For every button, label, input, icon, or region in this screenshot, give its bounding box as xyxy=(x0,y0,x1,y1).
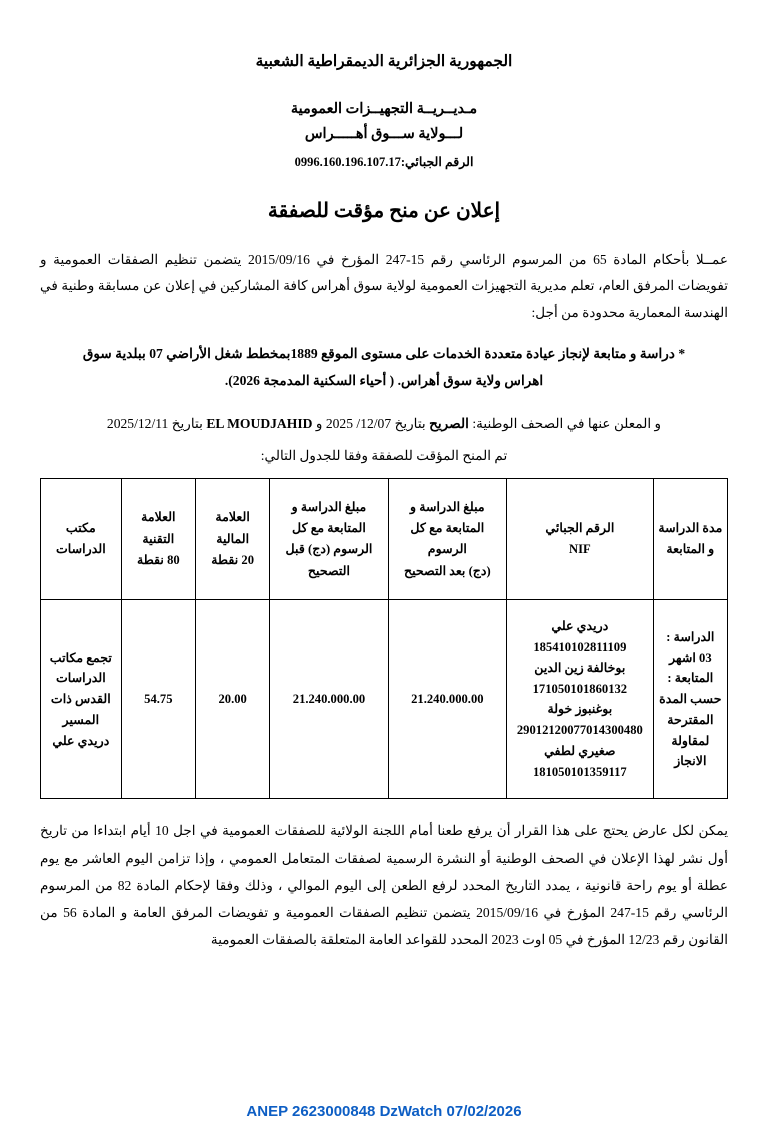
th-duration-line-1: مدة الدراسة xyxy=(658,521,723,536)
intro-paragraph: عمــلا بأحكام المادة 65 من المرسوم الرئاسي رقم 15-247 المؤرخ في 2015/09/16 يتضمن تنظيم الصفقات العمومية و تفويضات المرفق العام، تعلم مديرية التجهيزات العمومية لولاية سوق أهراس كافة المشاركين في إعلان عن مسابقة وطنية في الهندسة المعمارية محدودة من أجل: xyxy=(40,251,728,320)
duration-line-4: حسب المدة xyxy=(659,692,722,707)
th-duration-line-2: و المتابعة xyxy=(666,542,715,557)
nif-number-1: 185410102811109 xyxy=(533,640,627,655)
th-office xyxy=(41,479,122,600)
th-amount-before-line-1: مبلغ الدراسة و xyxy=(291,499,367,514)
press-date-1: 2025 /12/07 xyxy=(325,415,392,431)
office-line-2: الدراسات xyxy=(55,671,106,686)
cell-technical-score: 54.75 xyxy=(121,600,195,799)
cell-amount-after: 21.240.000.00 xyxy=(388,600,506,799)
th-amount-before xyxy=(270,479,388,600)
table-header-row xyxy=(41,479,728,600)
header-nif xyxy=(40,154,728,170)
th-duration xyxy=(653,479,727,600)
organization-block xyxy=(40,97,728,148)
nif-name-1: دريدي علي xyxy=(551,619,609,634)
th-financial-line-3: 20 نقطة xyxy=(211,553,254,568)
duration-line-6: لمقاولة xyxy=(671,733,710,748)
th-nif-line-2: NIF xyxy=(569,542,591,557)
republic-heading: الجمهورية الجزائرية الديمقراطية الشعبية xyxy=(255,53,513,70)
office-line-1: تجمع مكاتب xyxy=(49,650,112,665)
duration-line-5: المقترحة xyxy=(667,712,714,727)
press-paper-2: EL MOUDJAHID xyxy=(206,415,313,431)
nif-number-3: 29012120077014300480 xyxy=(516,723,643,738)
press-conjunction: و xyxy=(315,415,323,431)
th-financial-line-2: المالية xyxy=(216,531,250,546)
award-table xyxy=(40,478,728,799)
press-paper-1: الصريح xyxy=(429,415,469,431)
th-technical-score xyxy=(121,479,195,600)
press-prefix: و المعلن عنها في الصحف الوطنية: xyxy=(472,415,662,431)
cell-duration xyxy=(653,600,727,799)
award-table-body xyxy=(41,600,728,799)
th-amount-after-line-3: (دج) بعد التصحيح xyxy=(403,563,491,578)
cell-office xyxy=(41,600,122,799)
duration-line-3: المتابعة : xyxy=(667,671,714,686)
th-office-line-1: مكتب xyxy=(65,521,96,536)
th-financial-line-1: العلامة xyxy=(215,510,250,525)
th-amount-before-line-3: الرسوم (دج) قبل xyxy=(285,542,373,557)
object-paragraph: * دراسة و متابعة لإنجاز عيادة متعددة الخدمات على مستوى الموقع 1889بمخطط شغل الأراضي 07 ببلدية سوق اهراس ولاية سوق أهراس. ( أحياء السكنية المدمجة 2026). xyxy=(82,346,686,389)
nif-number-2: 171050101860132 xyxy=(532,681,628,696)
duration-line-1: الدراسة : xyxy=(666,629,715,644)
th-technical-line-2: التقنية xyxy=(142,531,175,546)
header-nif-label: الرقم الجبائي: xyxy=(400,154,474,169)
nif-name-3: بوغنبوز خولة xyxy=(547,702,613,717)
organization-line-2: لـــولاية ســـوق أهـــــراس xyxy=(304,126,464,143)
th-technical-line-1: العلامة xyxy=(141,510,176,525)
th-amount-after-line-1: مبلغ الدراسة و xyxy=(410,499,485,514)
th-nif xyxy=(507,479,654,600)
th-amount-after-line-2: المتابعة مع كل الرسوم xyxy=(410,521,485,557)
press-date-2: 2025/12/11 xyxy=(106,415,169,431)
office-line-4: المسير xyxy=(62,712,100,727)
nif-number-4: 181050101359117 xyxy=(532,764,627,779)
page-title: إعلان عن منح مؤقت للصفقة xyxy=(267,199,501,222)
th-office-line-2: الدراسات xyxy=(55,542,106,557)
anep-footer: ANEP 2623000848 DzWatch 07/02/2026 xyxy=(246,1103,522,1120)
office-line-3: القدس ذات xyxy=(50,692,111,707)
th-amount-before-line-2: المتابعة مع كل xyxy=(292,521,366,536)
th-amount-after xyxy=(388,479,506,600)
duration-line-7: الانجاز xyxy=(674,754,707,769)
duration-line-2: 03 اشهر xyxy=(669,650,712,665)
header-nif-value: 0996.160.196.107.17 xyxy=(294,154,401,169)
award-table-head xyxy=(41,479,728,600)
table-row xyxy=(41,600,728,799)
th-financial-score xyxy=(195,479,269,600)
th-technical-line-3: 80 نقطة xyxy=(136,553,180,568)
office-line-5: دريدي علي xyxy=(52,733,110,748)
nif-name-4: صغيري لطفي xyxy=(544,743,616,758)
appeal-paragraph: يمكن لكل عارض يحتج على هذا القرار أن يرفع طعنا أمام اللجنة الولائية للصفقات العمومية في اجل 10 أيام ابتداءا من تاريخ أول نشر لهذا الإعلان في الصحف الوطنية أو النشرة الرسمية لصفقات المتعامل العمومي ، وإذا تزامن اليوم العاشر مع يوم عطلة أو يوم راحة قانونية ، يمدد التاريخ المحدد لرفع الطعن إلى اليوم الموالي ، وذلك وفقا لإحكام المادة 82 من المرسوم الرئاسي رقم 15-247 المؤرخ في 2015/09/16 يتضمن تنظيم الصفقات العمومية و تفويضات المرفق العامة و المادة 56 من القانون رقم 12/23 المؤرخ في 05 اوت 2023 المحدد للقواعد العامة المتعلقة بالصفقات العمومية xyxy=(40,823,728,948)
organization-line-1: مـديــريــة التجهيــزات العمومية xyxy=(290,101,478,117)
th-nif-line-1: الرقم الجبائي xyxy=(545,521,615,536)
th-amount-before-line-4: التصحيح xyxy=(307,563,351,578)
cell-nif xyxy=(507,600,654,799)
nif-name-2: بوخالفة زين الدين xyxy=(534,660,626,675)
press-paragraph xyxy=(40,411,728,437)
press-date-2-label: بتاريخ xyxy=(171,415,203,431)
press-date-1-label: بتاريخ xyxy=(394,415,426,431)
cell-financial-score: 20.00 xyxy=(195,600,269,799)
table-intro: تم المنح المؤقت للصفقة وفقا للجدول التالي: xyxy=(260,448,508,464)
cell-amount-before: 21.240.000.00 xyxy=(270,600,388,799)
